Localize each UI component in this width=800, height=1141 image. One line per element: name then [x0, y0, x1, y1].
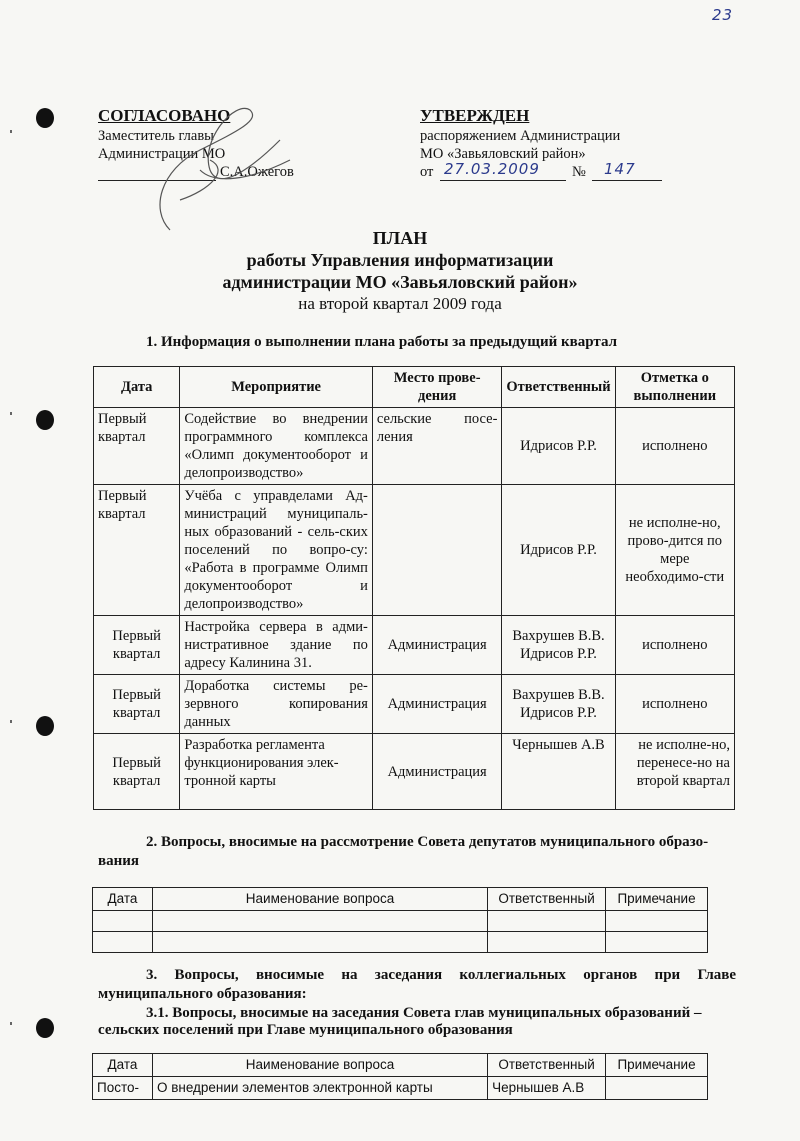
header-date: Дата — [93, 888, 153, 911]
header-date: Дата — [93, 1054, 153, 1077]
cell-event: Разработка регламента функционирования элек-тронной карты — [180, 734, 373, 810]
cell-event: Учёба с управделами Ад-министраций муниципаль-ных образований - сель-ских поселений по вопро-су: «Работа в программе Олимп документооборот и делопроизводство» — [180, 485, 373, 616]
header-event: Мероприятие — [180, 367, 373, 408]
cell-place: Администрация — [372, 616, 502, 675]
doc-period: на второй квартал 2009 года — [298, 294, 502, 313]
section3-heading: 3. Вопросы, вносимые на заседания коллегиальных органов при Главе — [146, 967, 736, 983]
section1-table — [93, 366, 735, 810]
cell-date: Первый квартал — [94, 734, 180, 810]
handwritten-signature — [140, 100, 300, 240]
header-status: Отметка о выполнении — [615, 367, 734, 408]
header-responsible: Ответственный — [502, 367, 615, 408]
cell-status: не исполне-но, прово-дится по мере необходимо-сти — [615, 485, 734, 616]
scan-speck — [10, 1022, 12, 1025]
table-header-row — [93, 1054, 708, 1077]
table-header-row — [93, 888, 708, 911]
header-question: Наименование вопроса — [152, 1054, 487, 1077]
cell-event: Настройка сервера в адми-нистративное здание по адресу Калинина 31. — [180, 616, 373, 675]
table-row — [94, 675, 735, 734]
cell-place — [372, 485, 502, 616]
section2-table — [92, 887, 708, 953]
scan-speck — [10, 412, 12, 415]
table-row — [93, 932, 708, 953]
header-note: Примечание — [606, 888, 708, 911]
header-date: Дата — [94, 367, 180, 408]
cell-date: Первый квартал — [94, 485, 180, 616]
section3-heading-cont: муниципального образования: — [98, 986, 307, 1002]
table-row — [94, 485, 735, 616]
cell-date: Первый квартал — [94, 408, 180, 485]
cell-event: Содействие во внедрении программного комплекса «Олимп документооборот и делопроизводство» — [180, 408, 373, 485]
table-row — [93, 911, 708, 932]
binder-hole — [36, 108, 54, 128]
cell-responsible: Идрисов Р.Р. — [502, 408, 615, 485]
cell-status: исполнено — [615, 408, 734, 485]
cell-note — [606, 1077, 708, 1100]
cell-responsible: Вахрушев В.В. Идрисов Р.Р. — [502, 616, 615, 675]
cell-responsible: Вахрушев В.В. Идрисов Р.Р. — [502, 675, 615, 734]
approval-left-signer: С.А.Ожегов — [220, 164, 294, 180]
cell-question: О внедрении элементов электронной карты — [152, 1077, 487, 1100]
header-question: Наименование вопроса — [152, 888, 487, 911]
table-row — [94, 734, 735, 810]
binder-hole — [36, 716, 54, 736]
cell-status: исполнено — [615, 616, 734, 675]
cell-place: сельские посе-ления — [372, 408, 502, 485]
binder-hole — [36, 1018, 54, 1038]
section2-heading-cont: вания — [98, 853, 140, 869]
approval-right-from-label: от — [420, 164, 434, 180]
approval-left-title: СОГЛАСОВАНО — [98, 106, 231, 125]
section2-heading: 2. Вопросы, вносимые на рассмотрение Совета депутатов муниципального образо- — [146, 834, 709, 850]
table-row — [94, 408, 735, 485]
scan-speck — [10, 720, 12, 723]
header-responsible: Ответственный — [488, 1054, 606, 1077]
cell-date: Первый квартал — [94, 616, 180, 675]
cell-responsible: Чернышев А.В — [502, 734, 615, 810]
header-responsible: Ответственный — [488, 888, 606, 911]
header-note: Примечание — [606, 1054, 708, 1077]
cell-date: Первый квартал — [94, 675, 180, 734]
approval-right-title: УТВЕРЖДЕН — [420, 106, 530, 125]
section1-heading: 1. Информация о выполнении плана работы за предыдущий квартал — [146, 334, 617, 350]
approval-left-position: Заместитель главы — [98, 128, 214, 144]
approval-date: 27.03.2009 — [444, 160, 540, 178]
scan-speck — [10, 130, 12, 133]
cell-status: исполнено — [615, 675, 734, 734]
cell-event: Доработка системы ре-зервного копирования данных — [180, 675, 373, 734]
cell-status: не исполне-но, перенесе-но на второй квартал — [615, 734, 734, 810]
binder-hole — [36, 410, 54, 430]
cell-responsible: Идрисов Р.Р. — [502, 485, 615, 616]
approval-right-order: распоряжением Администрации — [420, 128, 621, 144]
approval-left-org: Администрации МО — [98, 146, 226, 162]
cell-place: Администрация — [372, 734, 502, 810]
doc-title: ПЛАН — [372, 228, 428, 248]
table-header-row — [94, 367, 735, 408]
section3-table — [92, 1053, 708, 1100]
table-row — [94, 616, 735, 675]
approval-number: 147 — [604, 160, 636, 178]
header-place: Место прове-дения — [372, 367, 502, 408]
cell-place: Администрация — [372, 675, 502, 734]
section3-1-heading: 3.1. Вопросы, вносимые на заседания Совета глав муниципальных образований – — [146, 1005, 702, 1021]
table-row — [93, 1077, 708, 1100]
doc-subtitle: работы Управления информатизации — [246, 250, 554, 270]
doc-subtitle-org: администрации МО «Завьяловский район» — [222, 272, 578, 292]
page-number: 23 — [712, 6, 734, 24]
cell-responsible: Чернышев А.В — [488, 1077, 606, 1100]
approval-number-label: № — [572, 164, 586, 180]
section3-1-heading-cont: сельских поселений при Главе муниципального образования — [98, 1022, 513, 1038]
cell-date: Посто- — [93, 1077, 153, 1100]
approval-right-org: МО «Завьяловский район» — [420, 146, 586, 162]
